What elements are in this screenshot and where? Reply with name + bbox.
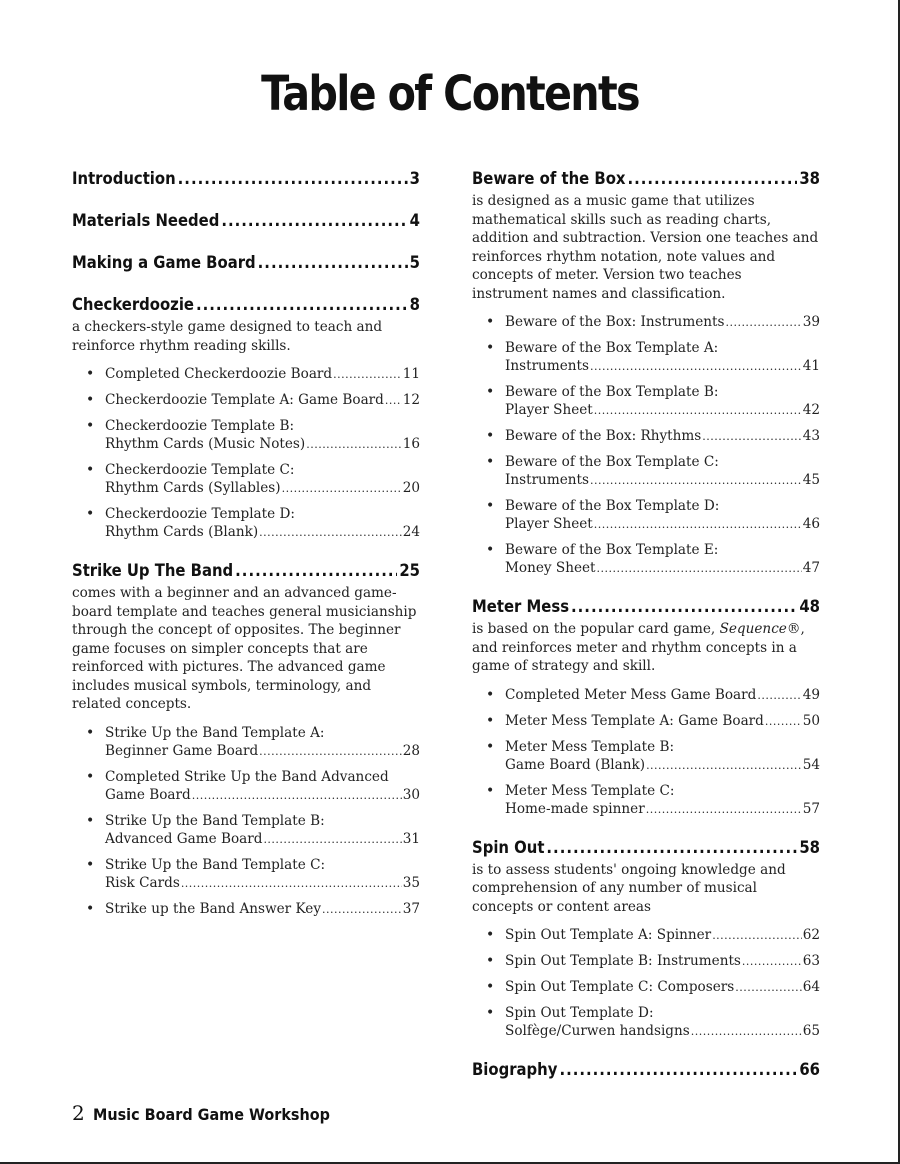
dot-leader [385, 392, 402, 410]
toc-section [472, 166, 820, 578]
subentry-item[interactable] [86, 724, 420, 761]
subentry-row [105, 523, 420, 542]
section-page-number: 66 [799, 1060, 820, 1079]
subentry-page-number: 11 [402, 366, 420, 382]
description-text-cont: ®, and reinforces meter and rhythm concepts in a game of strategy and skill. [472, 621, 805, 674]
dot-leader [571, 594, 797, 620]
section-description [472, 620, 820, 676]
subentry-title: Game Board (Blank) [505, 756, 646, 773]
toc-column-left [72, 166, 420, 935]
subentry-item[interactable] [86, 461, 420, 498]
subentry-title: • Spin Out Template B: Instruments [505, 953, 741, 969]
subentry-item[interactable] [86, 365, 420, 384]
subentry-row [105, 900, 420, 919]
subentry-item[interactable] [486, 1004, 820, 1041]
subentry-title: Rhythm Cards (Music Notes) [105, 436, 306, 452]
subentry-row [105, 742, 420, 761]
dot-leader [646, 757, 802, 775]
dot-leader [590, 472, 802, 490]
dot-leader [594, 516, 802, 534]
subentry-row [105, 391, 420, 410]
description-game-name: Sequence [719, 621, 787, 637]
subentry-item[interactable] [486, 686, 820, 705]
section-title: Materials Needed [72, 211, 220, 230]
subentry-title: Game Board [105, 786, 191, 803]
subentry-page-number: 54 [802, 756, 820, 773]
subentry-page-number: 39 [802, 314, 820, 330]
dot-leader [742, 953, 802, 971]
subentry-row [505, 800, 820, 819]
subentry-row [505, 952, 820, 971]
dot-leader [333, 366, 402, 384]
subentry-title: Home-made spinner [505, 800, 645, 817]
section-title: Strike Up The Band [72, 561, 234, 580]
section-heading[interactable] [472, 835, 820, 861]
section-heading[interactable] [472, 1057, 820, 1083]
subentry-row [505, 515, 820, 534]
subentry-list [86, 365, 420, 542]
toc-section [472, 1057, 820, 1083]
subentry-page-number: 49 [802, 686, 820, 703]
subentry-page-number: 24 [402, 524, 420, 540]
dot-leader [590, 358, 802, 376]
section-page-number: 8 [409, 295, 420, 314]
subentry-title: Player Sheet [505, 516, 593, 532]
subentry-title-line1: • Spin Out Template D: [505, 1005, 654, 1021]
section-title: Beware of the Box [472, 169, 626, 188]
footer-page-number: 2 [72, 1101, 85, 1125]
subentry-item[interactable] [86, 768, 420, 805]
section-heading[interactable] [72, 208, 420, 234]
toc-section [72, 558, 420, 919]
subentry-page-number: 41 [802, 358, 820, 374]
subentry-page-number: 50 [802, 712, 820, 729]
subentry-row [505, 686, 820, 705]
subentry-title-line1: • Checkerdoozie Template D: [105, 506, 295, 522]
dot-leader [196, 292, 408, 318]
subentry-title: • Strike up the Band Answer Key [105, 900, 322, 917]
dot-leader [306, 436, 401, 454]
subentry-title-line1: • Completed Strike Up the Band Advanced [105, 768, 389, 785]
toc-section [472, 835, 820, 1042]
subentry-page-number: 63 [802, 953, 820, 969]
subentry-title: • Beware of the Box: Instruments [505, 314, 725, 330]
subentry-title: Instruments [505, 358, 589, 374]
subentry-row [505, 559, 820, 578]
subentry-page-number: 42 [802, 402, 820, 418]
section-page-number: 38 [799, 169, 820, 188]
section-page-number: 58 [799, 837, 820, 857]
subentry-page-number: 45 [802, 472, 820, 488]
toc-section [72, 166, 420, 192]
subentry-title-line1: • Beware of the Box Template B: [505, 384, 719, 400]
subentry-item[interactable] [86, 417, 420, 454]
subentry-title-line1: • Strike Up the Band Template B: [105, 812, 325, 829]
dot-leader [757, 687, 801, 705]
dot-leader [322, 901, 402, 919]
subentry-row [505, 978, 820, 997]
dot-leader [702, 428, 801, 446]
subentry-item[interactable] [86, 391, 420, 410]
section-title: Introduction [72, 169, 176, 188]
subentry-title: Instruments [505, 472, 589, 488]
dot-leader [559, 1057, 797, 1083]
section-description: comes with a beginner and an advanced game-board template and teaches general musicianship through the concept of opposites. The beginner game focuses on simpler concepts that are reinforced with pictures. The advanced game includes musical symbols, terminology, and related concepts. [72, 585, 417, 712]
subentry-row [105, 874, 420, 893]
subentry-page-number: 12 [402, 392, 420, 408]
dot-leader [258, 250, 408, 276]
subentry-page-number: 57 [802, 800, 820, 817]
subentry-page-number: 47 [802, 560, 820, 576]
section-page-number: 3 [409, 169, 420, 188]
dot-leader [627, 166, 797, 192]
section-heading[interactable] [472, 594, 820, 620]
subentry-title-line1: • Beware of the Box Template D: [505, 498, 720, 514]
subentry-page-number: 20 [402, 480, 420, 496]
subentry-row [105, 435, 420, 454]
section-heading[interactable] [72, 292, 420, 318]
subentry-row [105, 830, 420, 849]
subentry-title: Advanced Game Board [105, 830, 263, 847]
subentry-item[interactable] [486, 339, 820, 376]
dot-leader [691, 1023, 802, 1041]
subentry-page-number: 43 [802, 428, 820, 444]
subentry-item[interactable] [486, 497, 820, 534]
subentry-row [505, 926, 820, 945]
subentry-row [505, 1022, 820, 1041]
subentry-title-line1: • Strike Up the Band Template C: [105, 856, 326, 873]
subentry-title-line1: • Beware of the Box Template E: [505, 542, 719, 558]
subentry-title-line1: • Meter Mess Template C: [505, 782, 675, 799]
section-heading[interactable] [72, 250, 420, 276]
toc-section [72, 292, 420, 542]
subentry-item[interactable] [86, 505, 420, 542]
subentry-row [105, 786, 420, 805]
subentry-title: • Meter Mess Template A: Game Board [505, 712, 764, 729]
section-title: Meter Mess [472, 597, 570, 616]
toc-section [72, 208, 420, 234]
subentry-row [505, 712, 820, 731]
subentry-row [505, 401, 820, 420]
dot-leader [192, 787, 402, 805]
section-title: Checkerdoozie [72, 295, 194, 314]
toc-section [72, 250, 420, 276]
subentry-list [486, 686, 820, 819]
dot-leader [712, 927, 802, 945]
dot-leader [221, 208, 407, 234]
subentry-row [505, 357, 820, 376]
subentry-item[interactable] [486, 383, 820, 420]
subentry-title-line1: • Beware of the Box Template A: [505, 340, 719, 356]
subentry-title-line1: • Checkerdoozie Template C: [105, 462, 295, 478]
subentry-title-line1: • Strike Up the Band Template A: [105, 724, 325, 741]
subentry-page-number: 31 [402, 830, 420, 847]
subentry-title-line1: • Meter Mess Template B: [505, 738, 675, 755]
subentry-item[interactable] [86, 856, 420, 893]
subentry-list [86, 724, 420, 919]
toc-column-right [472, 166, 820, 1099]
subentry-title: Rhythm Cards (Syllables) [105, 480, 281, 496]
dot-leader [735, 979, 801, 997]
subentry-title: • Spin Out Template C: Composers [505, 979, 735, 995]
subentry-title: Money Sheet [505, 560, 596, 576]
section-page-number: 4 [409, 211, 420, 230]
subentry-title-line1: • Beware of the Box Template C: [505, 454, 719, 470]
subentry-title: • Spin Out Template A: Spinner [505, 927, 712, 943]
subentry-title: Rhythm Cards (Blank) [105, 524, 259, 540]
section-heading[interactable] [72, 166, 420, 192]
dot-leader [263, 831, 401, 849]
subentry-row [105, 479, 420, 498]
section-description: is designed as a music game that utilizes mathematical skills such as reading charts, addition and subtraction. Version one teaches and reinforces rhythm notation, note values and concepts of meter. Version two teaches instrument names and classification. [472, 193, 819, 302]
dot-leader [597, 560, 802, 578]
subentry-item[interactable] [486, 978, 820, 997]
dot-leader [282, 480, 402, 498]
toc-section [472, 594, 820, 819]
subentry-title: • Completed Checkerdoozie Board [105, 366, 333, 382]
dot-leader [259, 524, 402, 542]
section-title: Spin Out [472, 837, 545, 857]
subentry-title: Player Sheet [505, 402, 593, 418]
subentry-item[interactable] [486, 782, 820, 819]
footer-book-title: Music Board Game Workshop [92, 1105, 330, 1124]
section-page-number: 25 [399, 561, 420, 580]
dot-leader [594, 402, 802, 420]
dot-leader [235, 558, 397, 584]
subentry-title-line1: • Checkerdoozie Template B: [105, 418, 295, 434]
subentry-item[interactable] [86, 900, 420, 919]
subentry-row [505, 756, 820, 775]
subentry-row [505, 313, 820, 332]
subentry-title: • Checkerdoozie Template A: Game Board [105, 392, 384, 408]
section-heading[interactable] [472, 166, 820, 192]
dot-leader [725, 314, 801, 332]
subentry-list [486, 313, 820, 578]
subentry-title: Beginner Game Board [105, 742, 259, 759]
section-page-number: 5 [409, 253, 420, 272]
subentry-page-number: 46 [802, 516, 820, 532]
dot-leader [765, 713, 802, 731]
subentry-page-number: 37 [402, 900, 420, 917]
subentry-list [486, 926, 820, 1041]
subentry-item[interactable] [486, 313, 820, 332]
subentry-item[interactable] [486, 738, 820, 775]
subentry-item[interactable] [486, 926, 820, 945]
section-heading[interactable] [72, 558, 420, 584]
subentry-row [505, 427, 820, 446]
subentry-page-number: 35 [402, 874, 420, 891]
dot-leader [546, 835, 797, 861]
subentry-item[interactable] [486, 541, 820, 578]
subentry-row [105, 365, 420, 384]
page-footer [72, 1101, 356, 1125]
description-text: is based on the popular card game, [472, 621, 720, 637]
subentry-page-number: 64 [802, 979, 820, 995]
section-description: a checkers-style game designed to teach and reinforce rhythm reading skills. [72, 319, 383, 354]
section-page-number: 48 [799, 597, 820, 616]
dot-leader [646, 801, 802, 819]
subentry-row [505, 471, 820, 490]
page-title: Table of Contents [261, 66, 639, 122]
subentry-page-number: 28 [402, 742, 420, 759]
subentry-item[interactable] [86, 812, 420, 849]
subentry-page-number: 30 [402, 786, 420, 803]
subentry-page-number: 65 [802, 1023, 820, 1039]
subentry-title: Risk Cards [105, 874, 180, 891]
dot-leader [259, 743, 402, 761]
dot-leader [178, 166, 408, 192]
section-title: Making a Game Board [72, 253, 256, 272]
dot-leader [181, 875, 402, 893]
subentry-item[interactable] [486, 712, 820, 731]
subentry-item[interactable] [486, 453, 820, 490]
subentry-title: • Beware of the Box: Rhythms [505, 428, 702, 444]
subentry-page-number: 62 [802, 927, 820, 943]
subentry-page-number: 16 [402, 436, 420, 452]
subentry-title: Solfège/Curwen handsigns [505, 1023, 690, 1039]
subentry-title: • Completed Meter Mess Game Board [505, 686, 757, 703]
section-title: Biography [472, 1060, 558, 1079]
subentry-item[interactable] [486, 952, 820, 971]
section-description: is to assess students' ongoing knowledge and comprehension of any number of musical concepts or content areas [472, 861, 786, 915]
subentry-item[interactable] [486, 427, 820, 446]
